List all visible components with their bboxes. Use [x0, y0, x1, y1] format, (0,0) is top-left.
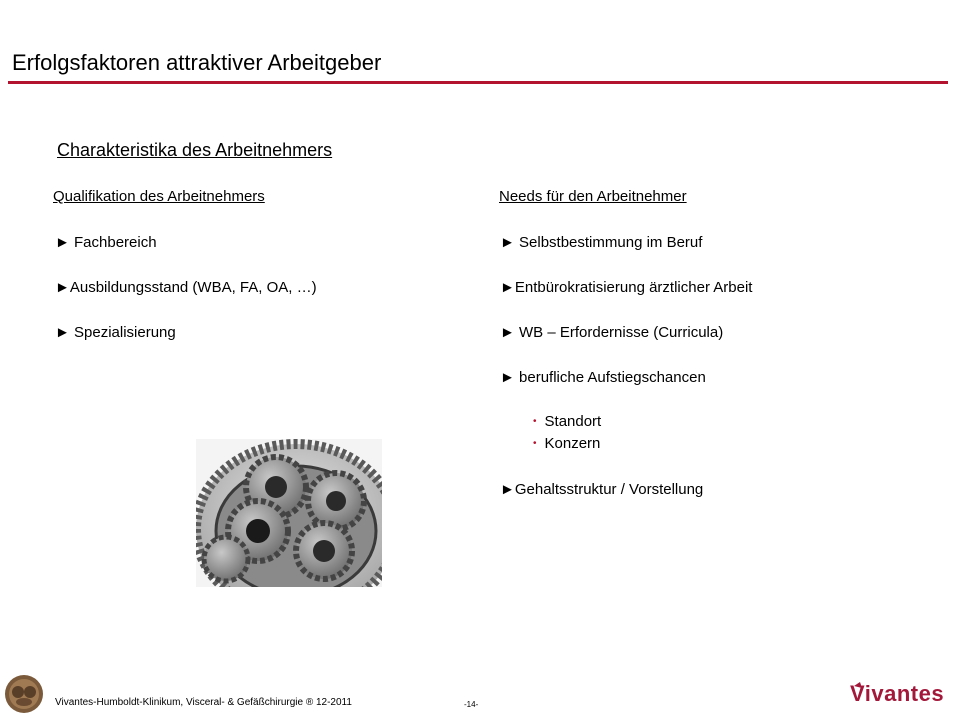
bullet-icon: •	[533, 438, 537, 449]
brand-name: Vivantes	[850, 681, 945, 706]
bullet-icon: •	[533, 416, 537, 427]
page-title: Erfolgsfaktoren attraktiver Arbeitgeber	[12, 50, 382, 75]
title-divider	[8, 81, 948, 84]
left-column-heading: Qualifikation des Arbeitnehmers	[53, 188, 265, 205]
right-item-aufstiegschancen: ► berufliche Aufstiegschancen	[500, 369, 706, 386]
left-item-ausbildungsstand: ►Ausbildungsstand (WBA, FA, OA, …)	[55, 279, 317, 296]
left-item-fachbereich: ► Fachbereich	[55, 234, 157, 251]
left-item-spezialisierung: ► Spezialisierung	[55, 324, 176, 341]
sub-item-konzern: • Konzern	[533, 435, 601, 452]
seal-logo-icon	[4, 674, 44, 714]
right-column-heading: Needs für den Arbeitnehmer	[499, 188, 687, 205]
page-number: -14-	[464, 700, 479, 709]
right-item-wb-erfordernisse: ► WB – Erfordernisse (Curricula)	[500, 324, 724, 341]
right-item-gehaltsstruktur: ►Gehaltsstruktur / Vorstellung	[500, 481, 704, 498]
right-item-entbuerokratisierung: ►Entbürokratisierung ärztlicher Arbeit	[500, 279, 753, 296]
footer-text: Vivantes-Humboldt-Klinikum, Visceral- & Gefäßchirurgie ® 12-2011	[55, 697, 352, 708]
gears-image	[196, 439, 382, 587]
right-item-selbstbestimmung: ► Selbstbestimmung im Beruf	[500, 234, 703, 251]
section-heading: Charakteristika des Arbeitnehmers	[57, 140, 333, 160]
sub-item-standort: • Standort	[533, 413, 602, 430]
